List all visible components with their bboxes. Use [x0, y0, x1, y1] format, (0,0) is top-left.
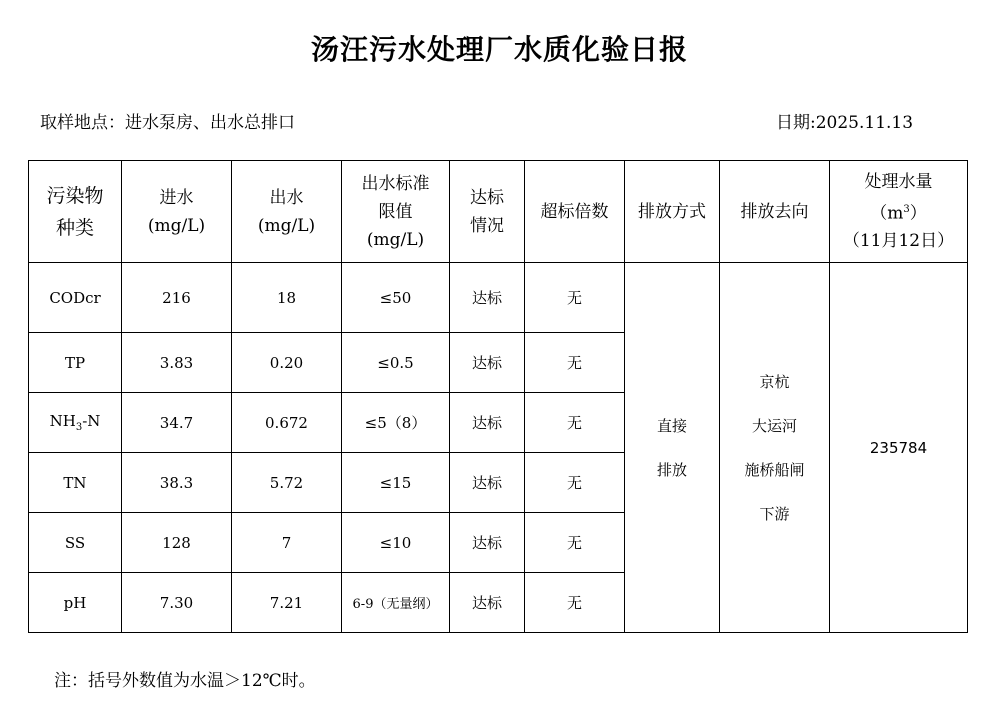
pollutant-name — [29, 393, 122, 453]
water-quality-table — [28, 160, 968, 633]
compliance-status: 达标 — [450, 453, 525, 513]
discharge-method-line1: 直接 — [656, 416, 687, 435]
table-header-row — [29, 161, 968, 263]
standard-limit: ≤10 — [342, 513, 450, 573]
pollutant-name: SS — [29, 513, 122, 573]
report-title: 汤汪污水处理厂水质化验日报 — [310, 33, 688, 66]
pollutant-name: TN — [29, 453, 122, 513]
standard-limit: ≤0.5 — [342, 333, 450, 393]
exceed-multiple: 无 — [525, 573, 625, 633]
treated-volume: 235784 — [830, 263, 968, 633]
destination-line2: 大运河 — [751, 416, 797, 435]
exceed-multiple: 无 — [525, 333, 625, 393]
compliance-status: 达标 — [450, 513, 525, 573]
header-pollutant-line2: 种类 — [55, 216, 94, 239]
standard-limit: ≤50 — [342, 263, 450, 333]
header-pollutant-line1: 污染物 — [46, 184, 104, 207]
header-compliance — [450, 161, 525, 263]
compliance-status: 达标 — [450, 263, 525, 333]
report-date: 日期:2025.11.13 — [776, 113, 914, 133]
discharge-method-line2: 排放 — [656, 460, 687, 479]
inflow-value: 128 — [122, 513, 232, 573]
standard-limit: ≤15 — [342, 453, 450, 513]
header-exceed: 超标倍数 — [525, 161, 625, 263]
header-volume-unit-sup: 3 — [903, 203, 910, 215]
header-discharge-destination: 排放去向 — [720, 161, 830, 263]
exceed-multiple: 无 — [525, 263, 625, 333]
header-volume-line1: 处理水量 — [864, 171, 933, 192]
header-pollutant — [29, 161, 122, 263]
header-volume-line3: （11月12日） — [842, 231, 955, 252]
pollutant-name-pre: NH — [49, 412, 76, 430]
header-standard — [342, 161, 450, 263]
header-inflow-line2: (mg/L) — [147, 215, 206, 236]
header-discharge-method: 排放方式 — [625, 161, 720, 263]
pollutant-name-post: -N — [82, 412, 101, 430]
header-outflow-line2: (mg/L) — [257, 215, 316, 236]
header-outflow — [232, 161, 342, 263]
exceed-multiple: 无 — [525, 453, 625, 513]
pollutant-name-sub: 3 — [75, 422, 83, 433]
exceed-multiple: 无 — [525, 393, 625, 453]
header-standard-line2: 限值 — [378, 201, 413, 222]
compliance-status: 达标 — [450, 393, 525, 453]
destination-line1: 京杭 — [759, 372, 790, 391]
footnote: 注：括号外数值为水温＞12℃时。 — [54, 671, 316, 691]
pollutant-name: CODcr — [29, 263, 122, 333]
sampling-location: 取样地点：进水泵房、出水总排口 — [40, 113, 295, 133]
inflow-value: 3.83 — [122, 333, 232, 393]
inflow-value: 216 — [122, 263, 232, 333]
outflow-value: 0.20 — [232, 333, 342, 393]
standard-limit: 6-9（无量纲） — [342, 573, 450, 633]
exceed-multiple: 无 — [525, 513, 625, 573]
outflow-value: 5.72 — [232, 453, 342, 513]
pollutant-name: TP — [29, 333, 122, 393]
outflow-value: 7.21 — [232, 573, 342, 633]
header-inflow-line1: 进水 — [159, 187, 194, 208]
header-volume-line2 — [830, 196, 967, 228]
header-standard-line1: 出水标准 — [361, 173, 430, 194]
inflow-value: 38.3 — [122, 453, 232, 513]
outflow-value: 18 — [232, 263, 342, 333]
header-volume-unit-pre: （m — [870, 203, 904, 224]
inflow-value: 7.30 — [122, 573, 232, 633]
compliance-status: 达标 — [450, 333, 525, 393]
standard-limit: ≤5（8） — [342, 393, 450, 453]
outflow-value: 0.672 — [232, 393, 342, 453]
discharge-destination — [720, 263, 830, 633]
header-compliance-line2: 情况 — [470, 215, 504, 236]
header-outflow-line1: 出水 — [269, 187, 304, 208]
header-volume — [830, 161, 968, 263]
outflow-value: 7 — [232, 513, 342, 573]
destination-line4: 下游 — [759, 504, 790, 523]
discharge-method — [625, 263, 720, 633]
pollutant-name: pH — [29, 573, 122, 633]
compliance-status: 达标 — [450, 573, 525, 633]
header-inflow — [122, 161, 232, 263]
header-compliance-line1: 达标 — [470, 187, 504, 208]
destination-line3: 施桥船闸 — [744, 460, 805, 479]
inflow-value: 34.7 — [122, 393, 232, 453]
header-volume-unit-post: ） — [909, 203, 927, 224]
table-row — [29, 263, 968, 333]
header-standard-line3: (mg/L) — [366, 229, 425, 250]
